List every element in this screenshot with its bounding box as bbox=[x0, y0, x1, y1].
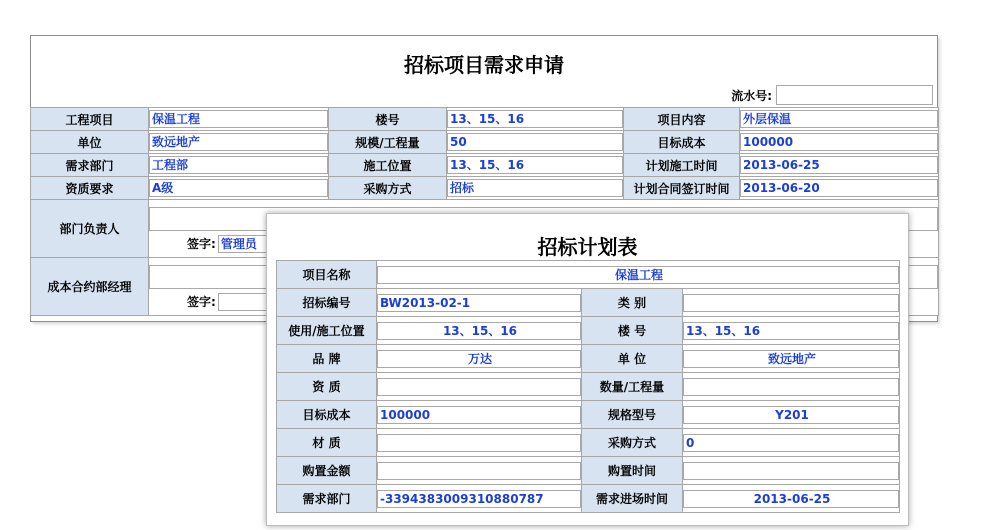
field-label: 计划合同签订时间 bbox=[624, 177, 740, 200]
plan-field-label: 类 别 bbox=[582, 289, 683, 317]
cost-manager-label: 成本合约部经理 bbox=[31, 258, 149, 316]
field-input[interactable]: 致远地产 bbox=[149, 133, 328, 151]
field-input[interactable]: 招标 bbox=[447, 179, 623, 197]
field-input[interactable]: A级 bbox=[149, 179, 328, 197]
field-input[interactable]: 13、15、16 bbox=[447, 110, 623, 128]
plan-row-project-name bbox=[277, 261, 900, 289]
plan-field-label: 目标成本 bbox=[277, 401, 377, 429]
dept-head-sign-input[interactable]: 管理员 bbox=[218, 235, 368, 253]
plan-field-input[interactable] bbox=[683, 378, 899, 396]
plan-field-input[interactable] bbox=[683, 462, 899, 480]
plan-field-label: 品 牌 bbox=[277, 345, 377, 373]
field-input[interactable]: 2013-06-20 bbox=[740, 179, 938, 197]
plan-field-input[interactable]: 致远地产 bbox=[683, 350, 899, 368]
plan-field-label: 需求进场时间 bbox=[582, 485, 683, 513]
plan-field-label: 资 质 bbox=[277, 373, 377, 401]
field-label: 工程项目 bbox=[31, 108, 149, 131]
serial-number-label: 流水号: bbox=[731, 88, 772, 103]
plan-field-label: 需求部门 bbox=[277, 485, 377, 513]
dept-head-sign-label: 签字: bbox=[187, 237, 216, 251]
bidding-plan-table bbox=[276, 260, 900, 513]
plan-field-input[interactable] bbox=[377, 462, 581, 480]
request-form-title: 招标项目需求申请 bbox=[404, 53, 564, 77]
plan-field-label: 楼 号 bbox=[582, 317, 683, 345]
project-name-label: 项目名称 bbox=[277, 261, 377, 289]
plan-field-label: 材 质 bbox=[277, 429, 377, 457]
field-label: 目标成本 bbox=[624, 131, 740, 154]
cost-manager-sign-label: 签字: bbox=[187, 295, 216, 309]
plan-field-input[interactable]: -3394383009310880787 bbox=[377, 490, 581, 508]
plan-field-label: 使用/施工位置 bbox=[277, 317, 377, 345]
plan-field-input[interactable]: 2013-06-25 bbox=[683, 490, 899, 508]
field-label: 需求部门 bbox=[31, 154, 149, 177]
field-input[interactable]: 外层保温 bbox=[740, 110, 938, 128]
plan-field-input[interactable]: BW2013-02-1 bbox=[377, 294, 581, 312]
plan-row bbox=[277, 373, 900, 401]
plan-field-input[interactable] bbox=[683, 294, 899, 312]
plan-row bbox=[277, 457, 900, 485]
plan-row bbox=[277, 485, 900, 513]
plan-field-label: 数量/工程量 bbox=[582, 373, 683, 401]
request-row bbox=[31, 108, 939, 131]
plan-field-input[interactable] bbox=[377, 378, 581, 396]
request-row bbox=[31, 154, 939, 177]
field-input[interactable]: 50 bbox=[447, 133, 623, 151]
plan-field-label: 购置时间 bbox=[582, 457, 683, 485]
request-row bbox=[31, 131, 939, 154]
field-label: 规模/工程量 bbox=[329, 131, 447, 154]
plan-field-input[interactable]: Y201 bbox=[683, 406, 899, 424]
bidding-plan-panel bbox=[266, 213, 909, 526]
field-label: 计划施工时间 bbox=[624, 154, 740, 177]
field-input[interactable]: 100000 bbox=[740, 133, 938, 151]
plan-field-input[interactable]: 100000 bbox=[377, 406, 581, 424]
field-label: 采购方式 bbox=[329, 177, 447, 200]
plan-field-label: 采购方式 bbox=[582, 429, 683, 457]
plan-field-input[interactable]: 0 bbox=[683, 434, 899, 452]
field-label: 楼号 bbox=[329, 108, 447, 131]
plan-field-label: 规格型号 bbox=[582, 401, 683, 429]
plan-row bbox=[277, 345, 900, 373]
field-input[interactable]: 保温工程 bbox=[149, 110, 328, 128]
plan-field-label: 单 位 bbox=[582, 345, 683, 373]
field-input[interactable]: 工程部 bbox=[149, 156, 328, 174]
plan-field-input[interactable]: 万达 bbox=[377, 350, 581, 368]
serial-number-input[interactable] bbox=[776, 85, 933, 105]
plan-row bbox=[277, 317, 900, 345]
plan-field-input[interactable] bbox=[377, 434, 581, 452]
field-label: 项目内容 bbox=[624, 108, 740, 131]
field-input[interactable]: 2013-06-25 bbox=[740, 156, 938, 174]
plan-field-label: 招标编号 bbox=[277, 289, 377, 317]
project-name-input[interactable]: 保温工程 bbox=[377, 266, 899, 284]
plan-field-input[interactable]: 13、15、16 bbox=[683, 322, 899, 340]
plan-field-label: 购置金额 bbox=[277, 457, 377, 485]
serial-number-field bbox=[731, 84, 933, 106]
plan-row bbox=[277, 429, 900, 457]
field-label: 单位 bbox=[31, 131, 149, 154]
field-label: 资质要求 bbox=[31, 177, 149, 200]
plan-field-input[interactable]: 13、15、16 bbox=[377, 322, 581, 340]
bidding-plan-title: 招标计划表 bbox=[537, 235, 638, 259]
field-input[interactable]: 13、15、16 bbox=[447, 156, 623, 174]
dept-head-label: 部门负责人 bbox=[31, 200, 149, 258]
field-label: 施工位置 bbox=[329, 154, 447, 177]
plan-row bbox=[277, 401, 900, 429]
request-row bbox=[31, 177, 939, 200]
plan-row bbox=[277, 289, 900, 317]
